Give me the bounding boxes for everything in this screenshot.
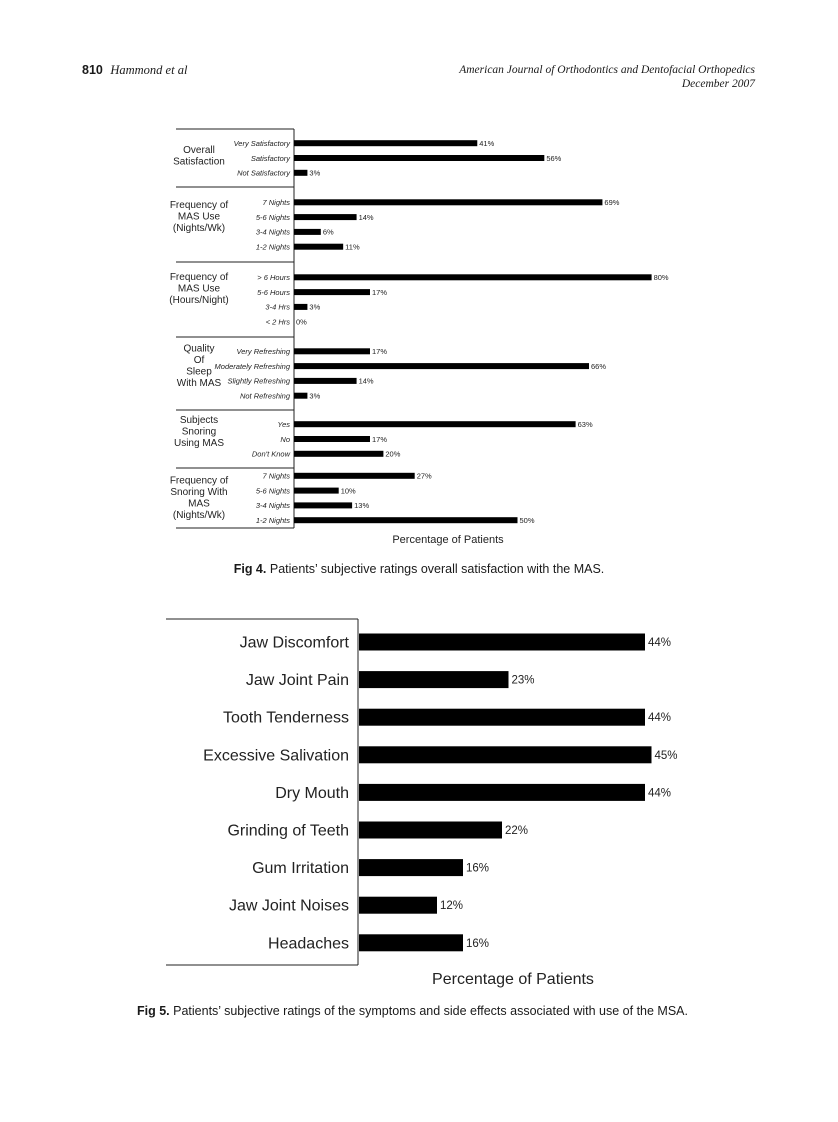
fig4-bar: [294, 421, 576, 427]
fig5-data-label: 45%: [654, 749, 678, 762]
fig4-x-axis-title: Percentage of Patients: [392, 534, 504, 546]
fig4-category-label: Very Refreshing: [236, 347, 290, 357]
figure-4-caption: [0, 562, 838, 577]
fig4-bar: [294, 378, 357, 384]
fig4-category-label: 7 Nights: [262, 198, 290, 208]
fig4-data-label: 0%: [296, 317, 307, 327]
fig4-group-title-line: Frequency of: [169, 272, 229, 283]
figure-5-label: Fig 5.: [137, 1004, 170, 1018]
fig4-category-label: 3-4 Nights: [255, 227, 290, 237]
fig4-bar: [294, 304, 307, 310]
fig4-group-title-line: Satisfaction: [173, 156, 225, 168]
fig4-data-label: 11%: [345, 242, 360, 252]
fig4-bar: [294, 140, 477, 146]
fig5-data-label: 44%: [648, 637, 672, 649]
fig4-group-title-line: Sleep: [186, 366, 212, 378]
fig4-data-label: 17%: [371, 347, 388, 357]
fig4-data-label: 56%: [546, 153, 562, 163]
fig4-data-label: 17%: [371, 434, 388, 444]
fig4-category-label: 5-6 Nights: [255, 212, 290, 222]
fig4-group-title-line: Frequency of: [169, 200, 229, 211]
figure-4-label: Fig 4.: [233, 562, 267, 576]
fig4-category-label: 1-2 Nights: [255, 516, 290, 525]
fig4-category-label: 5-6 Nights: [255, 486, 290, 496]
fig5-bar: [359, 671, 509, 688]
fig4-bar: [294, 274, 652, 280]
fig4-data-label: 17%: [371, 287, 388, 297]
fig4-bar: [294, 170, 307, 176]
fig4-data-label: 80%: [653, 273, 669, 283]
fig4-category-label: 5-6 Hours: [257, 287, 290, 297]
fig4-bar: [294, 155, 544, 161]
fig4-category-label: Don't Know: [251, 449, 290, 459]
fig5-category-label: Gum Irritation: [252, 860, 349, 878]
fig4-category-label: Moderately Refreshing: [214, 361, 290, 371]
issue-date: December 2007: [681, 78, 755, 90]
fig4-data-label: 63%: [577, 420, 593, 429]
fig5-category-label: Jaw Joint Noises: [228, 897, 349, 915]
fig5-data-label: 12%: [440, 900, 464, 913]
fig4-bar: [294, 517, 518, 523]
fig4-bar: [294, 289, 370, 295]
fig4-category-label: Slightly Refreshing: [227, 376, 290, 386]
fig5-data-label: 16%: [466, 862, 490, 875]
fig4-group-title-line: (Nights/Wk): [172, 223, 226, 234]
fig5-data-label: 16%: [466, 937, 490, 950]
fig4-group-title-line: Using MAS: [173, 438, 225, 449]
running-authors: Hammond et al: [110, 63, 188, 77]
fig4-data-label: 41%: [479, 139, 495, 148]
fig4-data-label: 3%: [309, 302, 321, 312]
fig4-group-title-line: Snoring: [181, 426, 217, 438]
fig4-bar: [294, 436, 370, 442]
fig4-data-label: 20%: [385, 449, 401, 459]
fig4-bar: [294, 502, 352, 508]
fig5-data-label: 44%: [648, 787, 672, 800]
fig5-bar: [359, 897, 437, 914]
fig5-category-label: Dry Mouth: [275, 784, 349, 802]
fig5-x-axis-title: Percentage of Patients: [432, 971, 594, 988]
fig5-bar: [359, 859, 463, 876]
fig5-bar: [359, 934, 463, 951]
fig4-data-label: 69%: [604, 198, 620, 208]
fig4-bar: [294, 393, 307, 399]
figure-5-chart: [0, 600, 838, 1000]
fig4-category-label: < 2 Hrs: [265, 317, 290, 327]
figure-4-chart: [0, 0, 838, 560]
fig4-group-title-line: Of: [193, 354, 205, 366]
fig5-bar: [359, 784, 645, 801]
fig4-data-label: 13%: [354, 501, 370, 511]
figure-5-caption-text: Patients’ subjective ratings of the symptoms and side effects associated with use of the MSA.: [173, 1004, 688, 1018]
fig5-data-label: 44%: [648, 712, 672, 725]
fig4-group-title-line: Snoring With: [170, 486, 228, 498]
fig4-bar: [294, 488, 339, 494]
fig5-bar: [359, 746, 652, 763]
fig5-category-label: Jaw Discomfort: [239, 634, 349, 652]
fig5-data-label: 23%: [511, 674, 535, 687]
fig4-group-title-line: MAS Use: [177, 211, 221, 223]
fig4-group-title-line: With MAS: [176, 377, 222, 389]
fig4-bar: [294, 199, 602, 205]
fig4-data-label: 6%: [322, 227, 334, 237]
fig4-group-title-line: Overall: [183, 144, 215, 156]
fig5-category-label: Headaches: [268, 935, 349, 953]
fig4-category-label: Very Satisfactory: [233, 139, 290, 148]
fig5-category-label: Jaw Joint Pain: [245, 672, 349, 690]
fig4-data-label: 10%: [340, 486, 356, 496]
fig5-bar: [359, 822, 502, 839]
page-number: 810: [82, 63, 103, 77]
fig5-data-label: 22%: [505, 825, 529, 837]
fig4-group-title-line: (Nights/Wk): [172, 509, 226, 521]
fig4-category-label: Yes: [277, 420, 290, 429]
fig4-bar: [294, 363, 589, 369]
fig4-bar: [294, 244, 343, 250]
figure-4-caption-text: Patients’ subjective ratings overall satisfaction with the MAS.: [269, 562, 605, 576]
fig4-bar: [294, 229, 321, 235]
fig4-category-label: Not Refreshing: [239, 391, 290, 401]
fig4-data-label: 3%: [309, 391, 321, 401]
fig4-bar: [294, 348, 370, 354]
fig4-category-label: > 6 Hours: [257, 273, 290, 283]
fig5-category-label: Tooth Tenderness: [222, 709, 349, 727]
fig4-group-title-line: MAS: [188, 498, 210, 510]
fig4-data-label: 50%: [519, 516, 535, 525]
fig4-category-label: Not Satisfactory: [237, 168, 290, 178]
fig4-category-label: 3-4 Hrs: [265, 302, 290, 312]
fig4-category-label: 3-4 Nights: [255, 501, 290, 511]
fig5-category-label: Excessive Salivation: [203, 747, 349, 765]
fig4-category-label: 1-2 Nights: [255, 242, 290, 252]
journal-title: American Journal of Orthodontics and Dentofacial Orthopedics: [459, 64, 755, 76]
fig4-data-label: 27%: [416, 471, 432, 481]
figure-5-caption: [137, 1004, 707, 1019]
fig4-group-title-line: MAS Use: [177, 283, 221, 295]
fig4-data-label: 14%: [358, 376, 374, 386]
fig4-data-label: 66%: [591, 361, 607, 371]
fig4-group-title-line: Subjects: [179, 415, 219, 426]
fig5-category-label: Grinding of Teeth: [227, 822, 349, 840]
fig4-data-label: 3%: [309, 168, 321, 178]
fig4-group-title-line: Frequency of: [169, 475, 229, 487]
fig4-bar: [294, 451, 383, 457]
fig4-group-title-line: (Hours/Night): [169, 295, 229, 306]
fig4-category-label: 7 Nights: [262, 471, 290, 481]
fig4-bar: [294, 473, 415, 479]
fig4-data-label: 14%: [358, 212, 374, 222]
fig5-bar: [359, 709, 645, 726]
fig4-bar: [294, 214, 357, 220]
fig4-group-title-line: Quality: [183, 343, 215, 355]
fig4-category-label: Satisfactory: [250, 153, 290, 163]
fig5-bar: [359, 634, 645, 651]
fig4-category-label: No: [280, 434, 290, 444]
